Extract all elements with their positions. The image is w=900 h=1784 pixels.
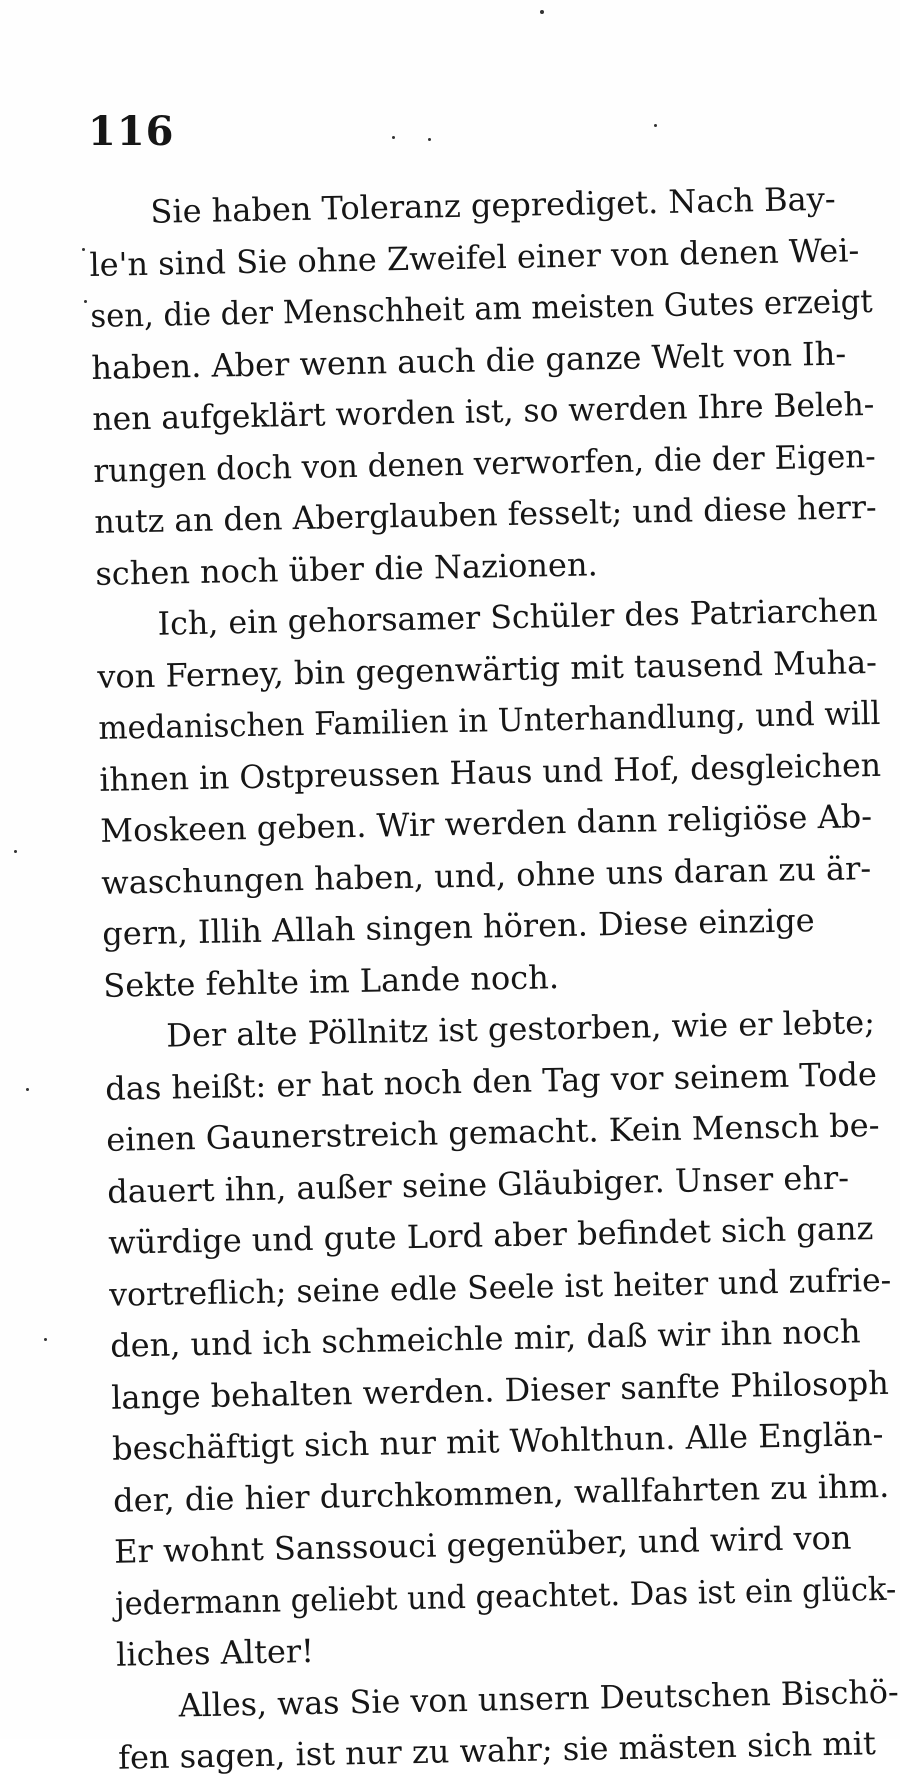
print-speck <box>44 1338 47 1341</box>
text-line: ihnen in Ostpreussen Haus und Hof, desgleichen <box>98 745 882 799</box>
text-line: haben. Aber wenn auch die ganze Welt von Ih- <box>91 333 847 387</box>
text-line: lange behalten werden. Dieser sanfte Philosoph <box>110 1363 890 1417</box>
print-speck <box>82 248 85 251</box>
text-line: der, die hier durchkommen, wallfahrten zu ihm. <box>112 1466 890 1520</box>
print-speck <box>540 10 544 14</box>
text-line: beschäftigt sich nur mit Wohlthun. Alle Englän- <box>111 1414 884 1468</box>
text-line: Er wohnt Sanssouci gegenüber, und wird von <box>113 1518 852 1571</box>
text-line: Der alte Pöllnitz ist gestorben, wie er lebte; <box>165 1003 876 1055</box>
text-line: schen noch über die Nazionen. <box>95 544 599 593</box>
text-line: medanischen Familien in Unterhandlung, und will <box>98 693 881 747</box>
text-line: fen sagen, ist nur zu wahr; sie mästen sich mit <box>117 1724 877 1777</box>
text-line: liches Alter! <box>115 1631 315 1674</box>
text-line: das heißt: er hat noch den Tag vor seinem Tode <box>104 1054 878 1108</box>
print-speck <box>14 850 17 853</box>
text-line: Moskeen geben. Wir werden dann religiöse Ab- <box>99 797 873 850</box>
text-line: von Ferney, bin gegenwärtig mit tausend Muha- <box>97 642 878 696</box>
text-line: le'n sind Sie ohne Zweifel einer von denen Wei- <box>89 230 860 284</box>
print-speck <box>428 138 431 141</box>
text-line: dauert ihn, außer seine Gläubiger. Unser ehr- <box>106 1158 850 1211</box>
text-line: Sekte fehlte im Lande noch. <box>102 957 560 1005</box>
text-line: einen Gaunerstreich gemacht. Kein Mensch be- <box>105 1105 880 1159</box>
text-line: gern, Illih Allah singen hören. Diese einzige <box>101 901 815 953</box>
text-line: Sie haben Toleranz geprediget. Nach Bay- <box>150 179 836 231</box>
text-line: Alles, was Sie von unsern Deutschen Bischö- <box>178 1672 899 1725</box>
print-speck <box>654 124 657 127</box>
text-line: nen aufgeklärt worden ist, so werden Ihre Beleh- <box>92 384 875 438</box>
text-line: den, und ich schmeichle mir, daß wir ihn noch <box>109 1312 861 1365</box>
body-text <box>88 173 900 1784</box>
text-line: vortreflich; seine edle Seele ist heiter und zufrie- <box>108 1260 892 1314</box>
page-number: 116 <box>88 108 175 155</box>
text-line: Ich, ein gehorsamer Schüler des Patriarchen <box>157 590 878 643</box>
text-line: sen, die der Menschheit am meisten Gutes erzeigt <box>90 281 873 335</box>
text-line: rungen doch von denen verworfen, die der Eigen- <box>93 436 876 490</box>
text-line: jedermann geliebt und geachtet. Das ist ein glück- <box>114 1569 897 1623</box>
text-line: würdige und gute Lord aber befindet sich ganz <box>107 1209 874 1262</box>
print-speck <box>392 136 395 139</box>
text-line: waschungen haben, und, ohne uns daran zu är- <box>100 848 872 902</box>
print-speck <box>26 1088 29 1091</box>
print-speck <box>84 300 87 303</box>
text-line: nutz an den Aberglauben fesselt; und diese herr- <box>94 487 877 541</box>
